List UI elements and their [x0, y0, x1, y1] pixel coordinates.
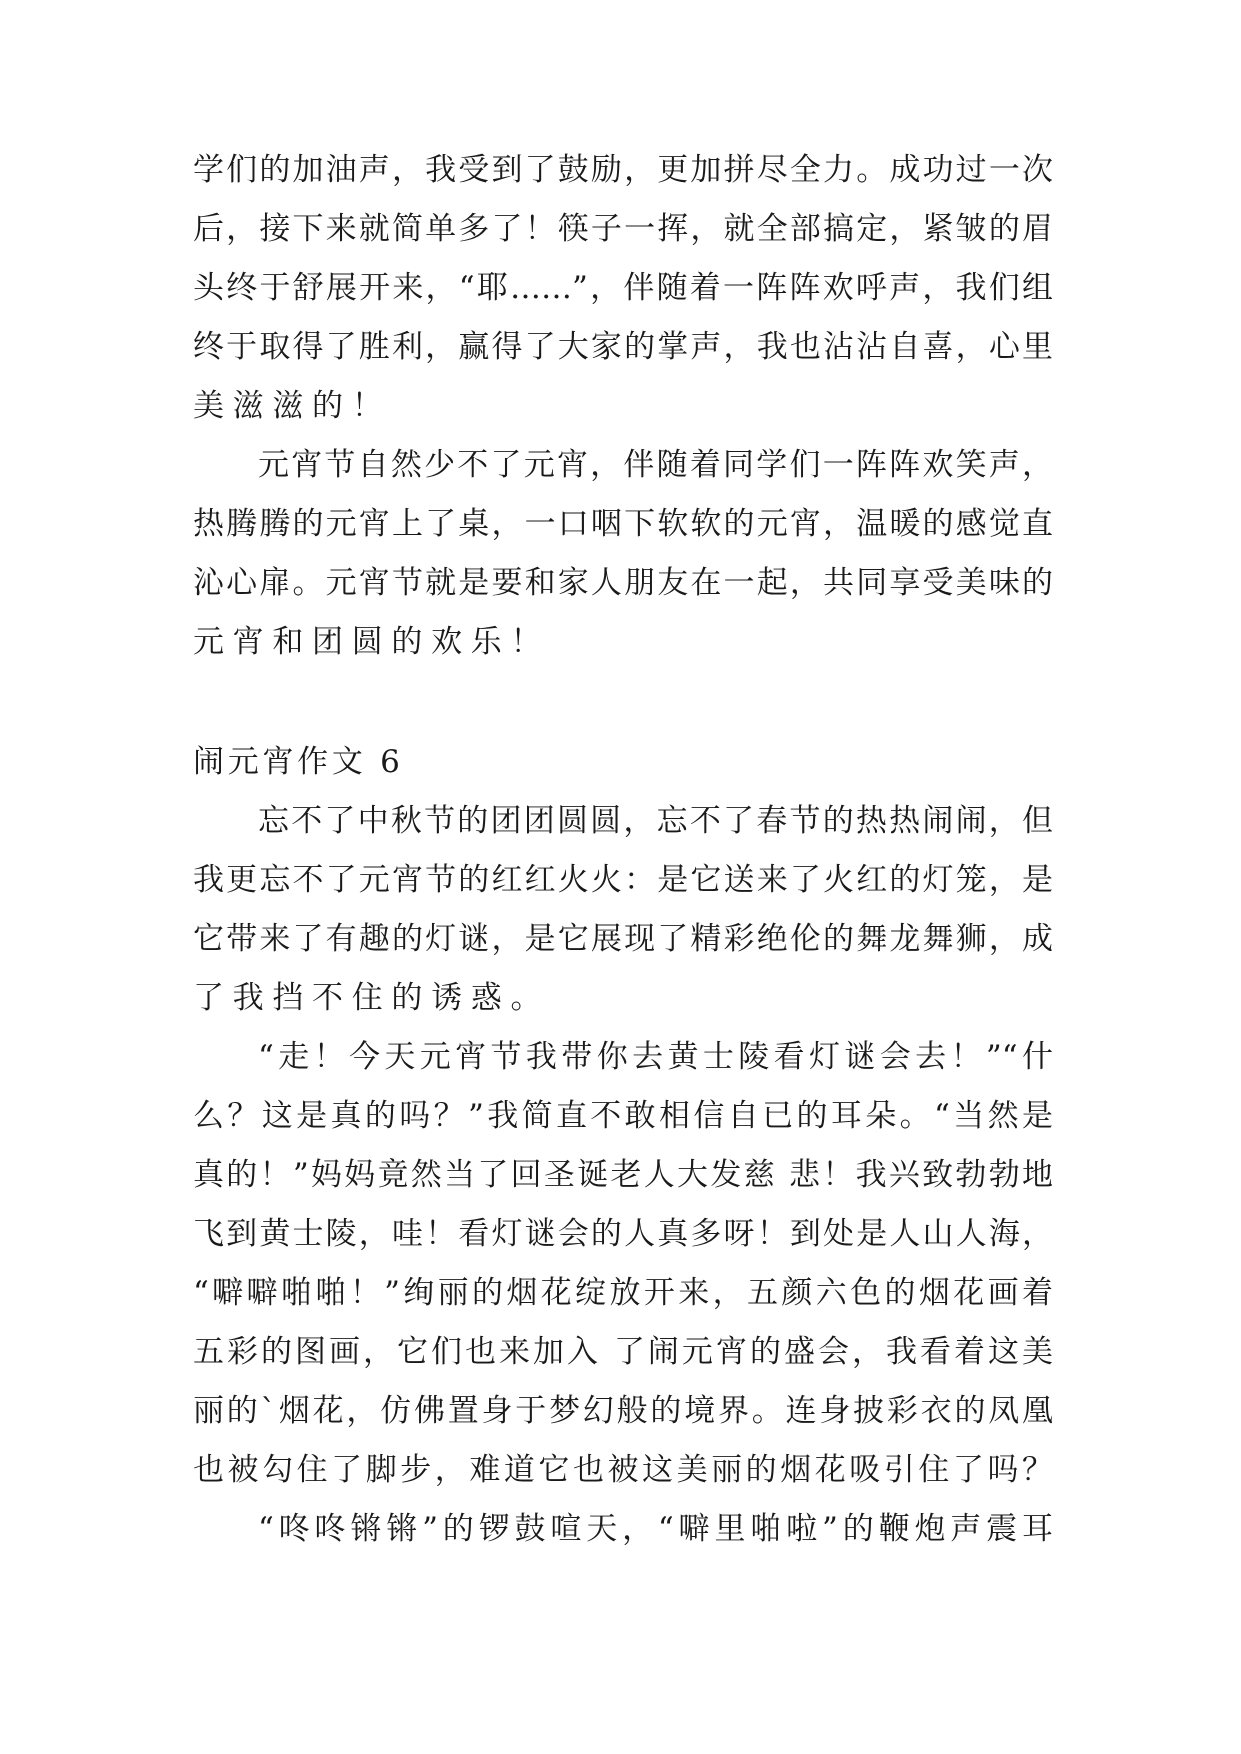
paragraph-line: 美滋滋的！	[193, 388, 392, 424]
paragraph-line: 热腾腾的元宵上了桌，一口咽下软软的元宵，温暖的感觉直	[193, 506, 1053, 542]
paragraph-line: 真的！”妈妈竟然当了回圣诞老人大发慈 悲！我兴致勃勃地	[193, 1157, 1053, 1193]
paragraph-line: 么？这是真的吗？”我简直不敢相信自已的耳朵。“当然是	[193, 1098, 1053, 1134]
paragraph-line: 元宵节自然少不了元宵，伴随着同学们一阵阵欢笑声，	[258, 447, 1053, 483]
paragraph-line: 也被勾住了脚步，难道它也被这美丽的烟花吸引住了吗？	[193, 1452, 1053, 1488]
paragraph-line: 终于取得了胜利，赢得了大家的掌声，我也沾沾自喜，心里	[193, 329, 1053, 365]
paragraph-line: 我更忘不了元宵节的红红火火：是它送来了火红的灯笼，是	[193, 862, 1053, 898]
paragraph-line: 五彩的图画，它们也来加入 了闹元宵的盛会，我看着这美	[193, 1334, 1053, 1370]
paragraph-line: “走！今天元宵节我带你去黄士陵看灯谜会去！”“什	[258, 1039, 1053, 1075]
paragraph-line: 忘不了中秋节的团团圆圆，忘不了春节的热热闹闹，但	[258, 803, 1053, 839]
paragraph-line: 丽的`烟花，仿佛置身于梦幻般的境界。连身披彩衣的凤凰	[193, 1393, 1053, 1429]
paragraph-line: 飞到黄士陵，哇！看灯谜会的人真多呀！到处是人山人海，	[193, 1216, 1053, 1252]
paragraph-line: 头终于舒展开来，“耶……”，伴随着一阵阵欢呼声，我们组	[193, 270, 1053, 306]
paragraph-line: “咚咚锵锵”的锣鼓喧天，“噼里啪啦”的鞭炮声震耳	[258, 1511, 1053, 1547]
paragraph-line: 沁心扉。元宵节就是要和家人朋友在一起，共同享受美味的	[193, 565, 1053, 601]
paragraph-line: 了我挡不住的诱惑。	[193, 980, 551, 1016]
paragraph-line: “噼噼啪啪！”绚丽的烟花绽放开来，五颜六色的烟花画着	[193, 1275, 1053, 1311]
paragraph-line: 它带来了有趣的灯谜，是它展现了精彩绝伦的舞龙舞狮，成	[193, 921, 1053, 957]
paragraph-line: 后，接下来就简单多了！筷子一挥，就全部搞定，紧皱的眉	[193, 211, 1053, 247]
paragraph-line: 元宵和团圆的欢乐！	[193, 624, 551, 660]
section-heading: 闹元宵作文 6	[193, 744, 404, 780]
paragraph-line: 学们的加油声，我受到了鼓励，更加拼尽全力。成功过一次	[193, 152, 1053, 188]
